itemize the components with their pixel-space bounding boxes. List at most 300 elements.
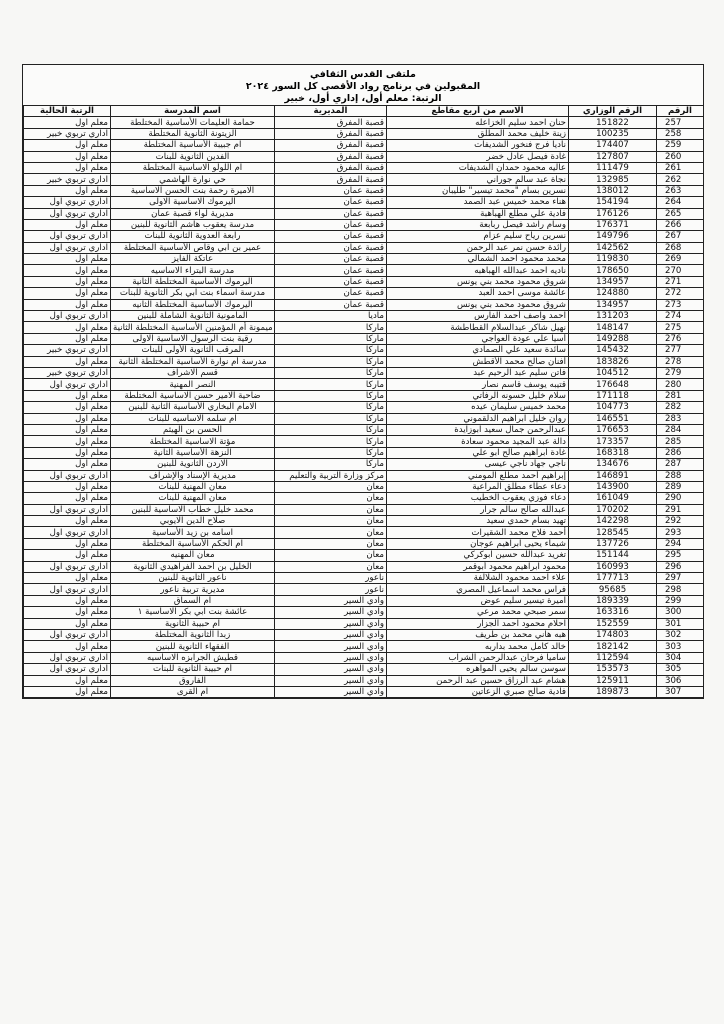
serial-number-cell: 304: [657, 652, 704, 663]
rank-cell: معلم اول: [24, 493, 111, 504]
ministry-number-cell: 146891: [569, 470, 657, 481]
school-cell: اليرموك الأساسية المختلطة الثانية: [111, 276, 275, 287]
rank-cell: معلم اول: [24, 481, 111, 492]
name-cell: إبراهيم أحمد مطلع المومني: [387, 470, 569, 481]
table-row: [24, 561, 704, 572]
table-row: [24, 607, 704, 618]
rank-cell: معلم اول: [24, 607, 111, 618]
school-cell: الفقهاء الثانوية للبنين: [111, 641, 275, 652]
serial-number-cell: 275: [657, 322, 704, 333]
name-cell: خالد كامل محمد بداربه: [387, 641, 569, 652]
directorate-cell: وادي السير: [275, 641, 387, 652]
directorate-cell: قصبة عمان: [275, 299, 387, 310]
rank-cell: اداري تربوي خبير: [24, 174, 111, 185]
ministry-number-cell: 176126: [569, 208, 657, 219]
directorate-cell: قصبة عمان: [275, 219, 387, 230]
col-school-name: اسم المدرسة: [111, 106, 275, 117]
table-row: [24, 481, 704, 492]
name-cell: دعاء فوزي يعقوب الخطيب: [387, 493, 569, 504]
rank-cell: معلم اول: [24, 333, 111, 344]
table-row: [24, 367, 704, 378]
directorate-cell: ماركا: [275, 459, 387, 470]
name-cell: نجاة عبد سالم جوراني: [387, 174, 569, 185]
directorate-cell: ماركا: [275, 379, 387, 390]
name-cell: دالة عبد المجيد محمود سعادة: [387, 436, 569, 447]
col-directorate: المديرية: [275, 106, 387, 117]
serial-number-cell: 299: [657, 595, 704, 606]
serial-number-cell: 290: [657, 493, 704, 504]
ministry-number-cell: 176648: [569, 379, 657, 390]
name-cell: محمود ابراهيم محمود أبوقمر: [387, 561, 569, 572]
name-cell: سوسن سالم يحيى المواهره: [387, 664, 569, 675]
serial-number-cell: 274: [657, 311, 704, 322]
table-row: [24, 595, 704, 606]
table-row: [24, 424, 704, 435]
directorate-cell: ناعور: [275, 573, 387, 584]
directorate-cell: معان: [275, 481, 387, 492]
serial-number-cell: 285: [657, 436, 704, 447]
table-row: [24, 174, 704, 185]
ministry-number-cell: 145432: [569, 345, 657, 356]
directorate-cell: وادي السير: [275, 652, 387, 663]
ministry-number-cell: 125911: [569, 675, 657, 686]
table-row: [24, 686, 704, 697]
school-cell: ميمونة أم المؤمنين الأساسية المختلطة الثانية: [111, 322, 275, 333]
ministry-number-cell: 134957: [569, 276, 657, 287]
school-cell: محمد خليل خطاب الاساسية للبنين: [111, 504, 275, 515]
name-cell: وسام راشد فيصل ربابعة: [387, 219, 569, 230]
ministry-number-cell: 127807: [569, 151, 657, 162]
serial-number-cell: 298: [657, 584, 704, 595]
school-cell: معان المهنية للبنات: [111, 481, 275, 492]
table-row: [24, 219, 704, 230]
directorate-cell: وادي السير: [275, 686, 387, 697]
rank-cell: اداري تربوي اول: [24, 311, 111, 322]
school-cell: عائشة بنت ابي بكر الاساسية ١: [111, 607, 275, 618]
table-row: [24, 208, 704, 219]
school-cell: المأمونية الثانوية الشاملة للبنين: [111, 311, 275, 322]
school-cell: صلاح الدين الايوبي: [111, 516, 275, 527]
serial-number-cell: 284: [657, 424, 704, 435]
table-row: [24, 356, 704, 367]
document-title: المقبولين في برنامج رواد الأقصى كل السور ٢٠٢٤: [245, 81, 481, 92]
directorate-cell: قصبة عمان: [275, 231, 387, 242]
directorate-cell: ماركا: [275, 356, 387, 367]
rank-cell: معلم اول: [24, 402, 111, 413]
rank-cell: اداري تربوي اول: [24, 664, 111, 675]
school-cell: الاردن الثانوية للبنين: [111, 459, 275, 470]
serial-number-cell: 277: [657, 345, 704, 356]
rank-cell: معلم اول: [24, 413, 111, 424]
serial-number-cell: 265: [657, 208, 704, 219]
serial-number-cell: 264: [657, 197, 704, 208]
table-row: [24, 675, 704, 686]
ministry-number-cell: 149288: [569, 333, 657, 344]
school-cell: ام جبيبة الأساسية المختلطة: [111, 140, 275, 151]
school-cell: النصر المهنية: [111, 379, 275, 390]
rank-cell: معلم اول: [24, 162, 111, 173]
school-cell: حي نوارة الهاشمي: [111, 174, 275, 185]
school-cell: قطيش الجرابزه الاساسيه: [111, 652, 275, 663]
col-ministry-number: الرقم الوزاري: [569, 106, 657, 117]
name-cell: فراس محمد اسماعيل المصري: [387, 584, 569, 595]
directorate-cell: ماركا: [275, 447, 387, 458]
school-cell: ام سلمه الاساسيه للبنات: [111, 413, 275, 424]
table-row: [24, 436, 704, 447]
rank-cell: معلم اول: [24, 459, 111, 470]
school-cell: مدرسة أم نوارة الأساسية المختلطة الثانية: [111, 356, 275, 367]
serial-number-cell: 280: [657, 379, 704, 390]
serial-number-cell: 307: [657, 686, 704, 697]
school-cell: مديرية الإسناد والإشراف: [111, 470, 275, 481]
directorate-cell: قصبة عمان: [275, 208, 387, 219]
rank-cell: معلم اول: [24, 573, 111, 584]
name-cell: احلام محمود احمد الجزار: [387, 618, 569, 629]
ministry-number-cell: 138012: [569, 185, 657, 196]
ministry-number-cell: 149796: [569, 231, 657, 242]
rank-cell: اداري تربوي اول: [24, 652, 111, 663]
ministry-number-cell: 146551: [569, 413, 657, 424]
rank-cell: اداري تربوي اول: [24, 379, 111, 390]
serial-number-cell: 262: [657, 174, 704, 185]
serial-number-cell: 286: [657, 447, 704, 458]
name-cell: ناديا فرج فنخور الشديفات: [387, 140, 569, 151]
serial-number-cell: 297: [657, 573, 704, 584]
directorate-cell: وادي السير: [275, 675, 387, 686]
serial-number-cell: 293: [657, 527, 704, 538]
rank-cell: معلم اول: [24, 254, 111, 265]
rank-cell: معلم اول: [24, 219, 111, 230]
rank-cell: اداري تربوي اول: [24, 208, 111, 219]
ministry-number-cell: 142562: [569, 242, 657, 253]
school-cell: قسم الاشراف: [111, 367, 275, 378]
school-cell: الاميرة رحمة بنت الحسن الاساسية: [111, 185, 275, 196]
name-cell: محمد محمود احمد الشمالي: [387, 254, 569, 265]
ministry-number-cell: 134676: [569, 459, 657, 470]
name-cell: تغريد عبدالله حسين ابوكركي: [387, 550, 569, 561]
table-row: [24, 276, 704, 287]
ministry-number-cell: 170202: [569, 504, 657, 515]
serial-number-cell: 282: [657, 402, 704, 413]
serial-number-cell: 306: [657, 675, 704, 686]
col-full-name: الاسم من أربع مقاطع: [387, 106, 569, 117]
ministry-number-cell: 124880: [569, 288, 657, 299]
rank-cell: اداري تربوي اول: [24, 197, 111, 208]
school-cell: زبدا الثانوية المختلطة: [111, 629, 275, 640]
rank-cell: معلم اول: [24, 516, 111, 527]
rank-cell: معلم اول: [24, 390, 111, 401]
rank-cell: معلم اول: [24, 299, 111, 310]
name-cell: شروق محمود محمد بني يونس: [387, 276, 569, 287]
rank-cell: معلم اول: [24, 538, 111, 549]
school-cell: ام القرى: [111, 686, 275, 697]
ministry-number-cell: 189873: [569, 686, 657, 697]
directorate-cell: قصبة المفرق: [275, 151, 387, 162]
school-cell: المرقب الثانوية الأولى للبنات: [111, 345, 275, 356]
serial-number-cell: 279: [657, 367, 704, 378]
ministry-number-cell: 174407: [569, 140, 657, 151]
name-cell: فادية علي مطلع الهباهبة: [387, 208, 569, 219]
table-row: [24, 584, 704, 595]
serial-number-cell: 272: [657, 288, 704, 299]
rank-cell: اداري تربوي اول: [24, 527, 111, 538]
rank-cell: معلم اول: [24, 322, 111, 333]
name-cell: محمد خميس سليمان عيده: [387, 402, 569, 413]
table-row: [24, 652, 704, 663]
name-cell: أسيا علي عودة العواجي: [387, 333, 569, 344]
table-row: [24, 550, 704, 561]
table-row: [24, 345, 704, 356]
ministry-number-cell: 148147: [569, 322, 657, 333]
ministry-number-cell: 151822: [569, 117, 657, 128]
directorate-cell: وادي السير: [275, 595, 387, 606]
table-row: [24, 664, 704, 675]
table-row: [24, 538, 704, 549]
rank-cell: معلم اول: [24, 424, 111, 435]
table-row: [24, 231, 704, 242]
rank-cell: معلم اول: [24, 151, 111, 162]
school-cell: رقية بنت الرسول الاساسية الاولى: [111, 333, 275, 344]
serial-number-cell: 294: [657, 538, 704, 549]
ministry-number-cell: 104773: [569, 402, 657, 413]
ministry-number-cell: 100235: [569, 128, 657, 139]
directorate-cell: وادي السير: [275, 607, 387, 618]
table-row: [24, 128, 704, 139]
name-cell: رائدة حسن نمر عبد الرحمن: [387, 242, 569, 253]
table-row: [24, 629, 704, 640]
name-cell: احمد واصف أحمد الفارس: [387, 311, 569, 322]
ministry-number-cell: 173357: [569, 436, 657, 447]
serial-number-cell: 276: [657, 333, 704, 344]
ministry-number-cell: 142298: [569, 516, 657, 527]
school-cell: مدرسة اسماء بنت ابي بكر الثانوية للبنات: [111, 288, 275, 299]
serial-number-cell: 302: [657, 629, 704, 640]
directorate-cell: ماركا: [275, 345, 387, 356]
school-cell: الفدين الثانوية للبنات: [111, 151, 275, 162]
rank-cell: معلم اول: [24, 265, 111, 276]
directorate-cell: قصبة المفرق: [275, 174, 387, 185]
ministry-number-cell: 119830: [569, 254, 657, 265]
ministry-number-cell: 131203: [569, 311, 657, 322]
rank-cell: اداري تربوي اول: [24, 561, 111, 572]
school-cell: معان المهنية للبنات: [111, 493, 275, 504]
ministry-number-cell: 160993: [569, 561, 657, 572]
serial-number-cell: 267: [657, 231, 704, 242]
school-cell: رابعة العدوية الثانوية للبنات: [111, 231, 275, 242]
serial-number-cell: 261: [657, 162, 704, 173]
rank-cell: معلم اول: [24, 140, 111, 151]
name-cell: قتيبه يوسف قاسم نصار: [387, 379, 569, 390]
accepted-table: [23, 105, 704, 698]
directorate-cell: قصبة المفرق: [275, 140, 387, 151]
serial-number-cell: 287: [657, 459, 704, 470]
school-cell: ضاحية الامير حسن الاساسية المختلطة: [111, 390, 275, 401]
serial-number-cell: 301: [657, 618, 704, 629]
name-cell: أفنان صالح محمد الأقطش: [387, 356, 569, 367]
table-row: [24, 197, 704, 208]
school-cell: مديرية تربية ناعور: [111, 584, 275, 595]
directorate-cell: معان: [275, 504, 387, 515]
name-cell: نهيل شاكر عبدالسلام القطاطشة: [387, 322, 569, 333]
ministry-number-cell: 154194: [569, 197, 657, 208]
name-cell: عاليه محمود حمدان الشديفات: [387, 162, 569, 173]
table-row: [24, 413, 704, 424]
ministry-number-cell: 189339: [569, 595, 657, 606]
document-header: [23, 65, 703, 105]
directorate-cell: مركز وزارة التربية والتعليم: [275, 470, 387, 481]
directorate-cell: وادي السير: [275, 664, 387, 675]
col-current-rank: الرتبة الحالية: [24, 106, 111, 117]
table-row: [24, 516, 704, 527]
school-cell: مديرية لواء قصبة عمان: [111, 208, 275, 219]
table-header-row: [24, 106, 704, 117]
directorate-cell: ماركا: [275, 424, 387, 435]
ministry-number-cell: 176653: [569, 424, 657, 435]
directorate-cell: معان: [275, 493, 387, 504]
name-cell: سلام خليل حسونه الرفاتي: [387, 390, 569, 401]
serial-number-cell: 263: [657, 185, 704, 196]
table-row: [24, 493, 704, 504]
ministry-number-cell: 143900: [569, 481, 657, 492]
school-cell: مدرسة البتراء الاساسيه: [111, 265, 275, 276]
table-row: [24, 288, 704, 299]
name-cell: سائدة سعيد علي الصمادي: [387, 345, 569, 356]
directorate-cell: قصبة عمان: [275, 265, 387, 276]
ministry-number-cell: 174803: [569, 629, 657, 640]
school-cell: ام الحكم الأساسية المختلطة: [111, 538, 275, 549]
serial-number-cell: 269: [657, 254, 704, 265]
directorate-cell: ماديا: [275, 311, 387, 322]
rank-cell: معلم اول: [24, 447, 111, 458]
serial-number-cell: 273: [657, 299, 704, 310]
directorate-cell: ماركا: [275, 402, 387, 413]
rank-cell: معلم اول: [24, 675, 111, 686]
rank-cell: معلم اول: [24, 686, 111, 697]
directorate-cell: ماركا: [275, 367, 387, 378]
rank-cell: اداري تربوي اول: [24, 504, 111, 515]
table-row: [24, 618, 704, 629]
name-cell: روان خليل ابراهيم الدلقموني: [387, 413, 569, 424]
ministry-number-cell: 151144: [569, 550, 657, 561]
rank-cell: معلم اول: [24, 550, 111, 561]
ministry-number-cell: 111479: [569, 162, 657, 173]
table-row: [24, 151, 704, 162]
rank-cell: اداري تربوي خبير: [24, 345, 111, 356]
ministry-number-cell: 161049: [569, 493, 657, 504]
serial-number-cell: 266: [657, 219, 704, 230]
serial-number-cell: 291: [657, 504, 704, 515]
serial-number-cell: 303: [657, 641, 704, 652]
rank-cell: اداري تربوي اول: [24, 584, 111, 595]
rank-cell: معلم اول: [24, 641, 111, 652]
ministry-number-cell: 183826: [569, 356, 657, 367]
name-cell: عبدالرحمن جمال سعيد ابوزايدة: [387, 424, 569, 435]
school-cell: عاتكة الفايز: [111, 254, 275, 265]
rank-cell: معلم اول: [24, 185, 111, 196]
table-row: [24, 379, 704, 390]
table-row: [24, 185, 704, 196]
name-cell: غادة فيصل عادل خضر: [387, 151, 569, 162]
serial-number-cell: 300: [657, 607, 704, 618]
name-cell: عائشة موسى احمد العبد: [387, 288, 569, 299]
school-cell: أم حبيبة الثانوية للبنات: [111, 664, 275, 675]
table-row: [24, 254, 704, 265]
serial-number-cell: 296: [657, 561, 704, 572]
directorate-cell: ناعور: [275, 584, 387, 595]
serial-number-cell: 257: [657, 117, 704, 128]
directorate-cell: قصبة عمان: [275, 185, 387, 196]
table-row: [24, 504, 704, 515]
table-row: [24, 322, 704, 333]
ministry-number-cell: 95685: [569, 584, 657, 595]
ministry-number-cell: 104512: [569, 367, 657, 378]
ministry-number-cell: 178650: [569, 265, 657, 276]
name-cell: تهيد بسام حمدي سعيد: [387, 516, 569, 527]
school-cell: اسامه بن زيد الأساسية: [111, 527, 275, 538]
directorate-cell: وادي السير: [275, 618, 387, 629]
table-row: [24, 447, 704, 458]
serial-number-cell: 260: [657, 151, 704, 162]
table-row: [24, 459, 704, 470]
ministry-number-cell: 163316: [569, 607, 657, 618]
directorate-cell: ماركا: [275, 413, 387, 424]
table-row: [24, 162, 704, 173]
ministry-number-cell: 134957: [569, 299, 657, 310]
directorate-cell: معان: [275, 561, 387, 572]
name-cell: هناء محمد خميس عبد الصمد: [387, 197, 569, 208]
name-cell: أحمد فلاح محمد الشقيرات: [387, 527, 569, 538]
ministry-number-cell: 171118: [569, 390, 657, 401]
directorate-cell: قصبة عمان: [275, 276, 387, 287]
serial-number-cell: 271: [657, 276, 704, 287]
school-cell: الزيتونة الثانوية المختلطة: [111, 128, 275, 139]
rank-cell: معلم اول: [24, 288, 111, 299]
ministry-number-cell: 177713: [569, 573, 657, 584]
name-cell: غادة ابراهيم صالح ابو علي: [387, 447, 569, 458]
serial-number-cell: 283: [657, 413, 704, 424]
rank-cell: معلم اول: [24, 436, 111, 447]
ministry-number-cell: 137726: [569, 538, 657, 549]
name-cell: ناديه احمد عبدالله الهباهبه: [387, 265, 569, 276]
name-cell: اميرة تيسير سليم عوض: [387, 595, 569, 606]
name-cell: علاء احمد محمود الشلالفة: [387, 573, 569, 584]
directorate-cell: قصبة المفرق: [275, 128, 387, 139]
name-cell: عبدالله صالح سالم جرار: [387, 504, 569, 515]
ministry-number-cell: 153573: [569, 664, 657, 675]
table-row: [24, 140, 704, 151]
directorate-cell: معان: [275, 550, 387, 561]
table-row: [24, 470, 704, 481]
name-cell: فادية صالح صبري الزعاتين: [387, 686, 569, 697]
table-row: [24, 641, 704, 652]
document-sheet: [22, 64, 704, 699]
serial-number-cell: 270: [657, 265, 704, 276]
school-cell: مدرسة يعقوب هاشم الثانوية للبنين: [111, 219, 275, 230]
name-cell: شيماء يحيى ابراهيم عوجان: [387, 538, 569, 549]
ministry-number-cell: 176371: [569, 219, 657, 230]
school-cell: اليرموك الأساسية المختلطة الثانيه: [111, 299, 275, 310]
ministry-number-cell: 182142: [569, 641, 657, 652]
directorate-cell: ماركا: [275, 436, 387, 447]
serial-number-cell: 259: [657, 140, 704, 151]
col-serial-number: الرقم: [657, 106, 704, 117]
table-row: [24, 299, 704, 310]
ministry-number-cell: 128545: [569, 527, 657, 538]
school-cell: ام اللولو الاساسية المختلطة: [111, 162, 275, 173]
directorate-cell: قصبة عمان: [275, 288, 387, 299]
school-cell: ام السماق: [111, 595, 275, 606]
directorate-cell: قصبة عمان: [275, 242, 387, 253]
